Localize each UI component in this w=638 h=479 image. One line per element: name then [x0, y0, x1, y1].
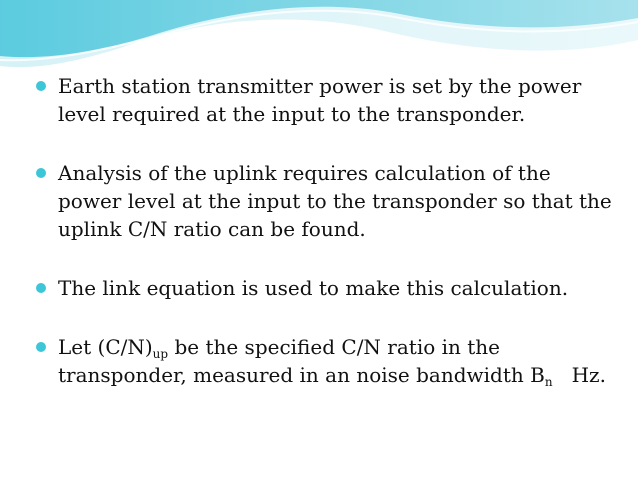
bullet-item: [36, 333, 616, 389]
subscript-up: up: [152, 347, 169, 361]
bullet-dot-icon: [36, 81, 46, 91]
bullet-text-middle: be the specified C/N ratio in the transponder, measured in an noise bandwidth B: [58, 335, 545, 387]
bullet-list: [36, 72, 616, 419]
wave-header-decoration: [0, 0, 638, 80]
bullet-text-suffix: Hz.: [552, 363, 606, 387]
subscript-n: n: [544, 375, 553, 389]
bullet-text: Analysis of the uplink requires calculation of the power level at the input to the transponder so that the uplink C/N ratio can be found.: [58, 161, 612, 241]
bullet-item: [36, 159, 616, 243]
bullet-text-prefix: Let (C/N): [58, 335, 153, 359]
bullet-dot-icon: [36, 342, 46, 352]
bullet-text: Earth station transmitter power is set by the power level required at the input to the transponder.: [58, 74, 582, 126]
bullet-dot-icon: [36, 283, 46, 293]
bullet-dot-icon: [36, 168, 46, 178]
bullet-item: [36, 274, 616, 302]
bullet-item: [36, 72, 616, 128]
bullet-text: The link equation is used to make this calculation.: [58, 276, 569, 300]
